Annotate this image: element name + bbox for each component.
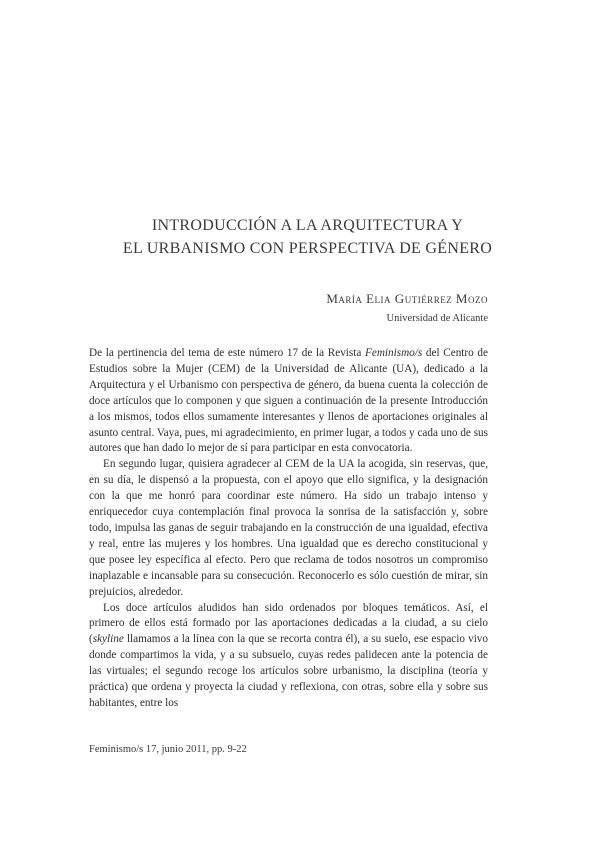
author-affiliation: Universidad de Alicante	[386, 313, 488, 324]
title-line-1: INTRODUCCIÓN A LA ARQUITECTURA Y	[151, 217, 464, 234]
paragraph-3-text-b: llamamos a la línea con la que se recorta contra él), a su suelo, ese espacio vivo donde compartimos la vida, y a su subsuelo, cuyas redes palidecen ante la potencia de las virtuales; el segundo recoge los artículos sobre urbanismo, la disciplina (teoría y práctica) que ordena y proyecta la ciudad y reflexiona, con otras, sobre ella y sobre sus habitantes, entre los	[89, 633, 488, 709]
author-name: María Elia Gutiérrez Mozo	[326, 291, 488, 306]
skyline-term: skyline	[92, 633, 124, 646]
article-body	[89, 346, 488, 712]
page-footer: Feminismo/s 17, junio 2011, pp. 9-22	[89, 744, 247, 755]
article-title	[60, 214, 555, 260]
paragraph-1	[89, 346, 488, 457]
paragraph-2: En segundo lugar, quisiera agradecer al CEM de la UA la acogida, sin reservas, que, en su día, le dispensó a la propuesta, con el apoyo que ello significa, y la designación con la que me honró para coordinar este número. Ha sido un trabajo intenso y enriquecedor cuya contemplación final provoca la sonrisa de la satisfacción y, sobre todo, impulsa las ganas de seguir trabajando en la construcción de una igualdad, efectiva y real, entre las mujeres y los hombres. Una igualdad que es derecho constitucional y que posee ley específica al efecto. Pero que reclama de todos nosotros un compromiso inaplazable e incansable para su consecución. Reconocerlo es sólo cuestión de mirar, sin prejuicios, alrededor.	[89, 458, 488, 598]
paragraph-1-text-b: del Centro de Estudios sobre la Mujer (CEM) de la Universidad de Alicante (UA), dedicado a la Arquitectura y el Urbanismo con perspectiva de género, da buena cuenta la colección de doce artículos que lo componen y que siguen a continuación de la presente Introducción a los mismos, todos ellos sumamente interesantes y llenos de aportaciones originales al asunto central. Vaya, pues, mi agradecimiento, en primer lugar, a todos y cada uno de sus autores que han dado lo mejor de sí para participar en esta convocatoria.	[89, 347, 488, 455]
paragraph-3	[89, 601, 488, 712]
paragraph-1-text-a: De la pertinencia del tema de este número 17 de la Revista	[89, 347, 366, 359]
paragraph-3-text-a: Los doce artículos aludidos han sido ordenados por bloques temáticos. Así, el primero de ellos está formado por las aportaciones dedicadas a la ciudad, a su cielo (	[89, 601, 488, 646]
title-line-2: EL URBANISMO CON PERSPECTIVA DE GÉNERO	[122, 240, 493, 257]
journal-name: Feminismo/s	[365, 347, 423, 359]
